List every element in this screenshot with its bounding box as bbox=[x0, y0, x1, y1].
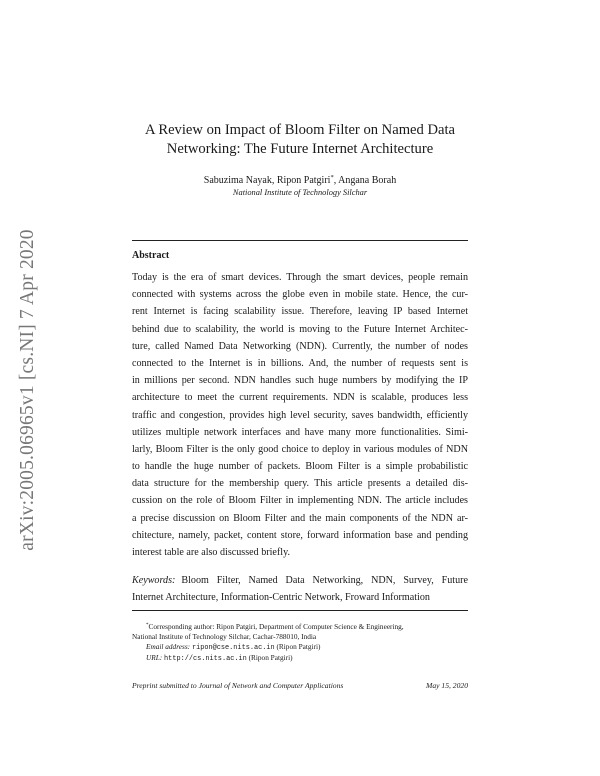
author-affiliation: National Institute of Technology Silchar bbox=[232, 188, 368, 197]
abstract-line: a precise discussion on Bloom Filter and the main components of the NDN ar- bbox=[132, 512, 468, 524]
abstract-line: in millions per second. NDN handles such huge numbers by modifying the IP bbox=[132, 375, 468, 387]
abstract-line: Today is the era of smart devices. Through the smart devices, people remain bbox=[132, 272, 468, 283]
footnote-line-1 bbox=[132, 621, 468, 632]
keywords-block bbox=[132, 572, 468, 606]
paper-title bbox=[130, 121, 470, 159]
arxiv-identifier-text: arXiv:2005.06965v1 [cs.NI] 7 Apr 2020 bbox=[17, 229, 38, 551]
email-label: Email address: bbox=[146, 642, 191, 651]
title-line-2: Networking: The Future Internet Architecture bbox=[166, 141, 434, 157]
abstract-line: connected with systems across the globe even in mobile state. Hence, the cur- bbox=[132, 289, 468, 301]
email-owner: (Ripon Patgiri) bbox=[276, 642, 321, 651]
corresponding-author-footnote bbox=[132, 621, 468, 664]
abstract-line: interest table are also discussed briefly. bbox=[132, 547, 290, 558]
abstract-line: larly, Bloom Filter is the only good choice to deploy in various modules of NDN bbox=[132, 443, 468, 455]
abstract-line: ture, called Named Data Networking (NDN). Currently, the number of nodes bbox=[132, 340, 468, 352]
abstract-line: chitecture, namely, packet, content store, forward information base and pending bbox=[132, 529, 468, 541]
preprint-journal-note: Preprint submitted to Journal of Network and Computer Applications bbox=[132, 681, 344, 690]
keywords-line-2: Internet Architecture, Information-Centric Network, Froward Information bbox=[132, 592, 430, 604]
corresponding-author-mark: * bbox=[330, 174, 334, 181]
url-owner: (Ripon Patgiri) bbox=[248, 653, 293, 662]
abstract-line: traffic and congestion, provides high level security, saves bandwidth, efficiently bbox=[132, 409, 468, 421]
abstract-line: behind due to scalability, the world is moving to the Future Internet Architec- bbox=[132, 323, 468, 335]
footnote-rule bbox=[132, 610, 468, 611]
footnote-text-1: Corresponding author: Ripon Patgiri, Department of Computer Science & Engineering, bbox=[148, 622, 404, 631]
keywords-text-1: Bloom Filter, Named Data Networking, NDN, Survey, Future bbox=[181, 575, 468, 586]
preprint-date: May 15, 2020 bbox=[426, 681, 468, 690]
arxiv-identifier-stamp bbox=[10, 210, 46, 570]
abstract-line: cussion on the role of Bloom Filter in implementing NDN. The article includes bbox=[132, 495, 468, 507]
abstract-line: connected to the Internet is in billions. And, the number of requests sent is bbox=[132, 357, 468, 369]
title-line-1: A Review on Impact of Bloom Filter on Named Data bbox=[144, 122, 456, 138]
authors-prefix: Sabuzima Nayak, Ripon Patgiri bbox=[203, 175, 331, 186]
footnote-mark: * bbox=[146, 623, 149, 628]
abstract-line: data structure for the membership query. This article presents a detailed dis- bbox=[132, 478, 468, 490]
authors-suffix: , Angana Borah bbox=[333, 175, 397, 186]
footnote-email-line bbox=[132, 642, 468, 653]
abstract-line: utilizes multiple network interfaces and have many more functionalities. Simi- bbox=[132, 426, 468, 438]
abstract-body bbox=[132, 269, 468, 561]
url-link[interactable]: http://cs.nits.ac.in bbox=[164, 655, 247, 663]
keywords-label: Keywords: bbox=[132, 575, 176, 586]
email-address-link[interactable]: ripon@cse.nits.ac.in bbox=[191, 644, 275, 652]
url-label: URL: bbox=[146, 653, 163, 662]
footnote-line-2: National Institute of Technology Silchar, Cachar-788010, India bbox=[132, 632, 317, 641]
abstract-top-rule bbox=[132, 240, 468, 241]
abstract-line: architecture to meet the current requirements. NDN is scalable, produces less bbox=[132, 392, 468, 404]
footnote-url-line bbox=[132, 653, 468, 664]
abstract-line: to handle the huge number of packets. Bloom Filter is a simple probabilistic bbox=[132, 461, 468, 473]
author-list bbox=[130, 172, 470, 187]
abstract-heading: Abstract bbox=[132, 250, 170, 261]
abstract-line: rent Internet is facing scalability issue. Therefore, leaving IP based Internet bbox=[132, 306, 468, 318]
keywords-line-1 bbox=[132, 572, 468, 589]
